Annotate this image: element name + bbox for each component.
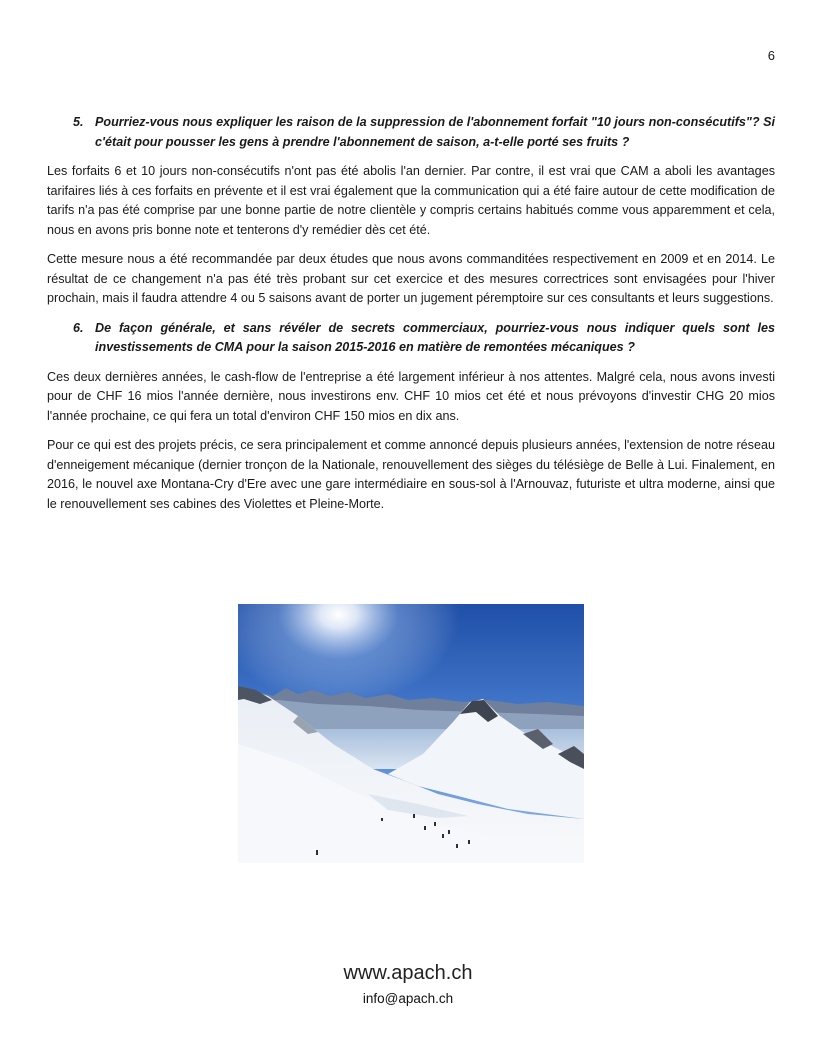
- page-number: 6: [767, 48, 775, 63]
- question-number: 5.: [73, 115, 84, 129]
- question-number: 6.: [73, 320, 84, 335]
- question-5: [47, 113, 775, 152]
- answer-5-paragraph-1: Les forfaits 6 et 10 jours non-consécutifs n'ont pas été abolis l'an dernier. Par contre, il est vrai que CAM a aboli les avantages tarifaires liés à ces forfaits en prévente et il est vrai également que la communication qui a été faire autour de cette modification de tarifs n'a pas été comprise par une bonne partie de notre clientèle y compris certains habitués comme vous apparemment et cela, nous en avons pris bonne note et tenterons d'y remédier dès cet été.: [47, 164, 775, 237]
- answer-5-paragraph-2: Cette mesure nous a été recommandée par deux études que nous avons commanditées respectivement en 2009 et en 2014. Le résultat de ce changement n'a pas été très probant sur cet exercice et des mesures correctrices sont envisagées pour l'hiver prochain, mais il faudra attendre 4 ou 5 saisons avant de porter un jugement péremptoire sur ces consultants et leurs suggestions.: [47, 252, 775, 305]
- question-6: [47, 319, 775, 358]
- question-text: Pourriez-vous nous expliquer les raison de la suppression de l'abonnement forfait "10 jours non-consécutifs"? Si c'était pour pousser les gens à prendre l'abonnement de saison, a-t-elle porté ses fruits ?: [95, 115, 775, 149]
- ski-slope-photo: [238, 604, 584, 863]
- footer-email[interactable]: info@apach.ch: [362, 991, 454, 1006]
- question-text: De façon générale, et sans révéler de secrets commerciaux, pourriez-vous nous indiquer quels sont les investissements de CMA pour la saison 2015-2016 en matière de remontées mécaniques ?: [95, 320, 775, 354]
- answer-6-paragraph-2: Pour ce qui est des projets précis, ce sera principalement et comme annoncé depuis plusieurs années, l'extension de notre réseau d'enneigement mécanique (dernier tronçon de la Nationale, renouvellement des sièges du télésiège de Belle à Lui. Finalement, en 2016, le nouvel axe Montana-Cry d'Ere avec une gare intermédiaire en sous-sol à l'Arnouvaz, futuriste et ultra moderne, ainsi que le renouvellement ses cabines des Violettes et Pleine-Morte.: [47, 438, 775, 511]
- footer-website[interactable]: www.apach.ch: [343, 962, 473, 984]
- answer-6-paragraph-1: Ces deux dernières années, le cash-flow de l'entreprise a été largement inférieur à nos attentes. Malgré cela, nous avons investi pour de CHF 16 mios l'année dernière, nous investirons env. CHF 10 mios cet été et nous prévoyons d'investir CHG 20 mios l'année prochaine, ce qui fera un total d'environ CHF 150 mios en dix ans.: [47, 369, 775, 423]
- document-body: [47, 113, 775, 524]
